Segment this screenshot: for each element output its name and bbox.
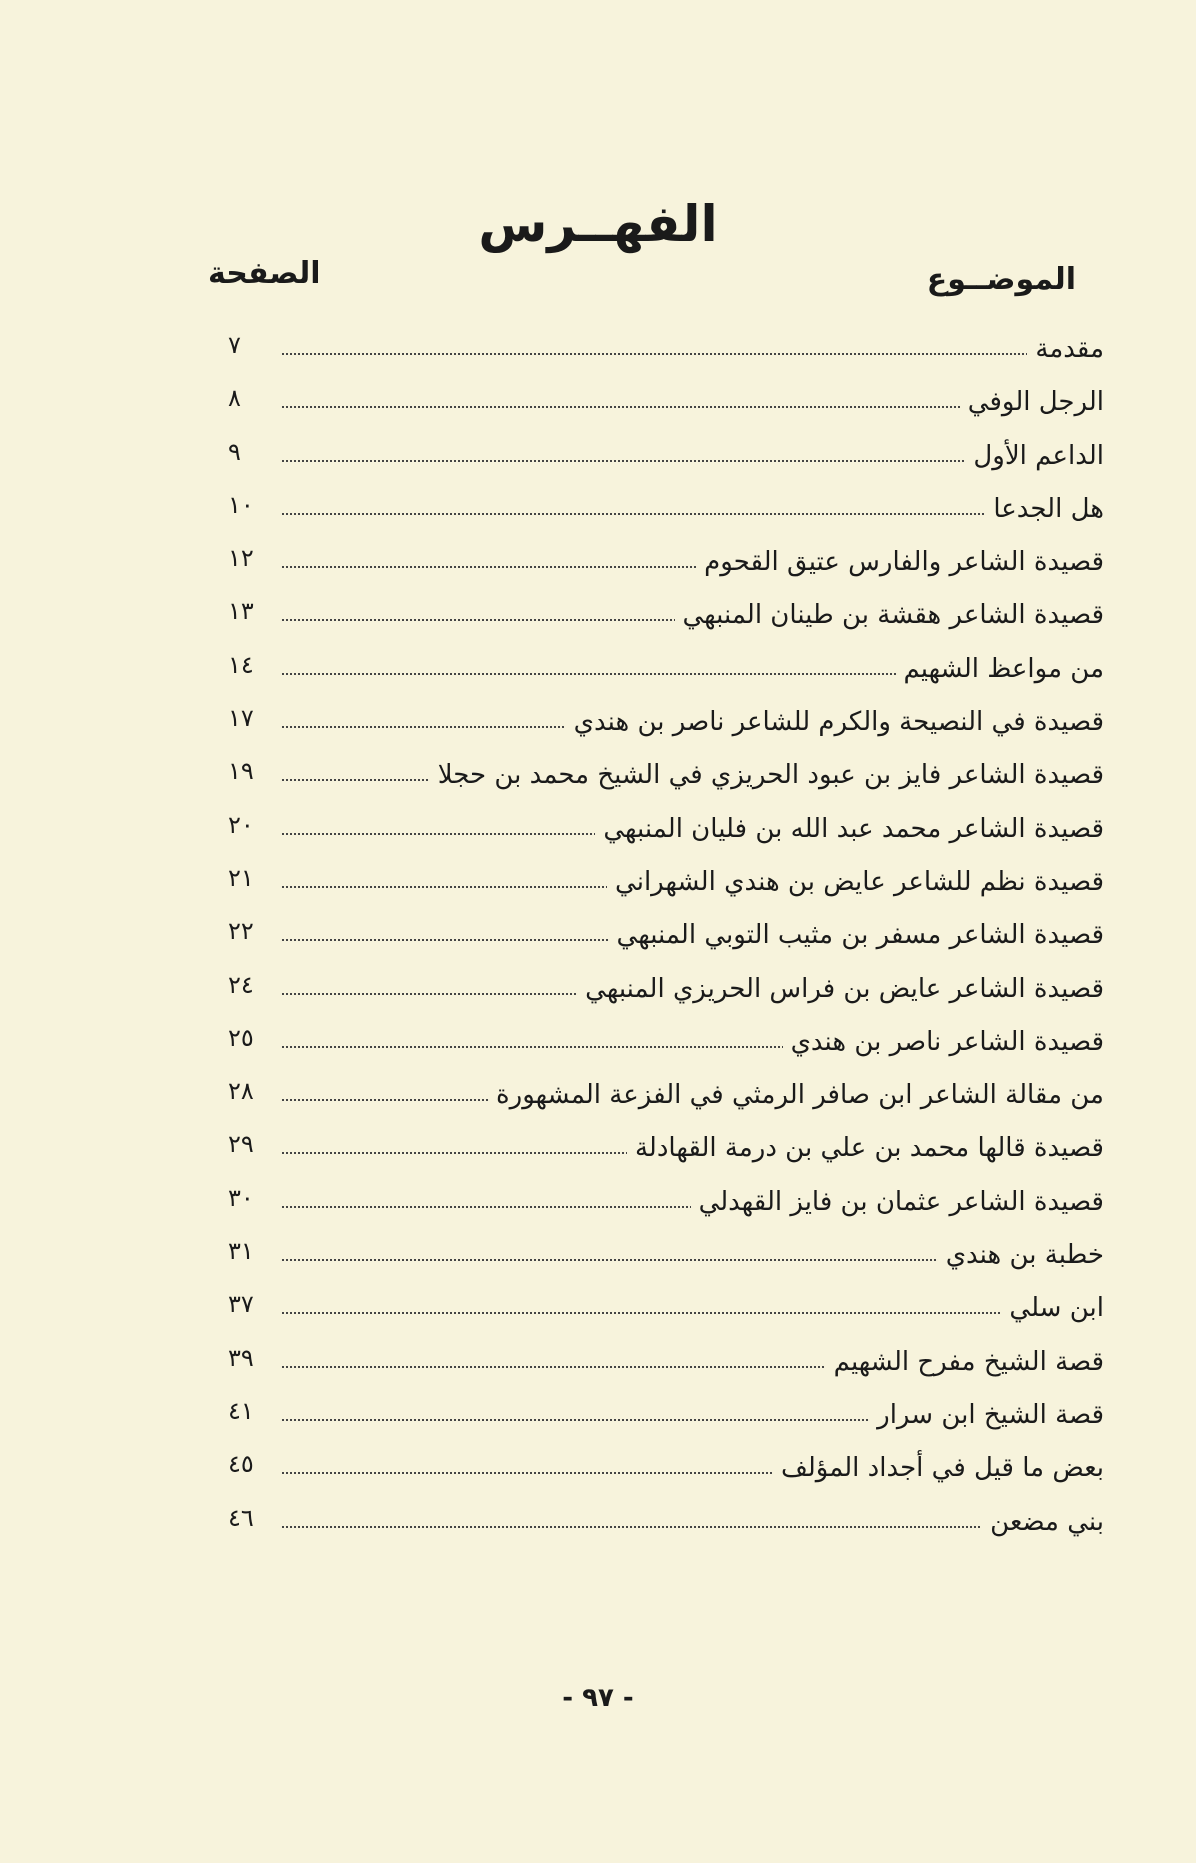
toc-entry-page: ٣١ <box>228 1237 254 1266</box>
toc-entry-page: ٣٠ <box>228 1183 254 1212</box>
toc-entry <box>228 700 1104 753</box>
toc-entry-page: ١٧ <box>228 704 254 733</box>
toc-entry-title: ابن سلي <box>1001 1286 1104 1330</box>
toc-entry <box>228 1340 1104 1393</box>
toc-entry-title: بني مضعن <box>982 1500 1104 1544</box>
toc-entry-title: قصيدة الشاعر فايز بن عبود الحريزي في الشيخ محمد بن حجلا <box>430 753 1104 797</box>
toc-entry-title: بعض ما قيل في أجداد المؤلف <box>773 1446 1104 1490</box>
toc-entry-page: ٩ <box>228 437 241 466</box>
toc-entry-title: قصيدة الشاعر عايض بن فراس الحريزي المنبهي <box>577 967 1104 1011</box>
toc-entry-title: قصيدة الشاعر هقشة بن طينان المنبهي <box>675 593 1104 637</box>
toc-entry-title: قصة الشيخ ابن سرار <box>869 1393 1104 1437</box>
toc-entry-title: مقدمة <box>1027 327 1104 371</box>
toc-entry <box>228 913 1104 966</box>
toc-entry-page: ٣٧ <box>228 1290 254 1319</box>
toc-entry-title: قصيدة الشاعر مسفر بن مثيب التوبي المنبهي <box>609 913 1104 957</box>
toc-entry <box>228 593 1104 646</box>
toc-entry-title: الداعم الأول <box>965 434 1104 478</box>
toc-entry <box>228 434 1104 487</box>
toc-entry-title: من مقالة الشاعر ابن صافر الرمثي في الفزعة المشهورة <box>488 1073 1104 1117</box>
toc-entry <box>228 753 1104 806</box>
toc-entry-title: هل الجدعا <box>985 487 1104 531</box>
dot-leader <box>282 513 1104 515</box>
toc-entry-page: ١٠ <box>228 490 254 519</box>
toc-entry-title: قصيدة الشاعر والفارس عتيق القحوم <box>696 540 1104 584</box>
toc-entry-title: قصيدة نظم للشاعر عايض بن هندي الشهراني <box>607 860 1104 904</box>
toc-entry-page: ١٩ <box>228 757 254 786</box>
toc-entry <box>228 1020 1104 1073</box>
toc-entry <box>228 1126 1104 1179</box>
toc-entry <box>228 807 1104 860</box>
toc-entry-page: ٢٠ <box>228 810 254 839</box>
toc-entry-page: ٨ <box>228 384 241 413</box>
topic-column-header: الموضــوع <box>926 262 1076 297</box>
toc-entry <box>228 1446 1104 1499</box>
toc-entry-title: قصيدة الشاعر عثمان بن فايز القهدلي <box>691 1180 1104 1224</box>
toc-entry <box>228 860 1104 913</box>
toc-entry <box>228 487 1104 540</box>
toc-entry-title: الرجل الوفي <box>960 380 1104 424</box>
toc-entry-page: ١٢ <box>228 544 254 573</box>
toc-entry <box>228 540 1104 593</box>
toc-entry-page: ٢١ <box>228 863 254 892</box>
toc-entry <box>228 1180 1104 1233</box>
page-column-header: الصفحة <box>208 256 321 291</box>
toc-entry-title: قصيدة في النصيحة والكرم للشاعر ناصر بن هندي <box>566 700 1104 744</box>
toc-entry-page: ٢٨ <box>228 1077 254 1106</box>
toc-entry-page: ٢٩ <box>228 1130 254 1159</box>
toc-entry-title: قصيدة الشاعر ناصر بن هندي <box>783 1020 1104 1064</box>
dot-leader <box>282 353 1104 355</box>
toc-entry-page: ٤٦ <box>228 1503 254 1532</box>
dot-leader <box>282 1526 1104 1528</box>
toc-entry-page: ٢٥ <box>228 1023 254 1052</box>
toc-entry <box>228 1073 1104 1126</box>
page-number: - ٩٧ - <box>562 1683 634 1713</box>
toc-entry <box>228 1286 1104 1339</box>
toc-entry-title: قصيدة الشاعر محمد عبد الله بن فليان المنبهي <box>595 807 1104 851</box>
toc-entry-title: خطبة بن هندي <box>938 1233 1104 1277</box>
toc-entry <box>228 327 1104 380</box>
toc-entry-page: ٢٢ <box>228 917 254 946</box>
toc-entry <box>228 1393 1104 1446</box>
toc-entry-page: ٣٩ <box>228 1343 254 1372</box>
toc-entry-title: قصيدة قالها محمد بن علي بن درمة القهادلة <box>627 1126 1104 1170</box>
toc-entry-page: ١٣ <box>228 597 254 626</box>
toc-entry-page: ٤١ <box>228 1396 254 1425</box>
toc-entry <box>228 1233 1104 1286</box>
toc-entry-title: من مواعظ الشهيم <box>896 647 1105 691</box>
toc-entry-page: ١٤ <box>228 650 254 679</box>
toc-entry-title: قصة الشيخ مفرح الشهيم <box>826 1340 1104 1384</box>
toc-entry-page: ٧ <box>228 331 241 359</box>
toc-entry <box>228 967 1104 1020</box>
page-title: الفهــرس <box>478 195 718 253</box>
toc-entry <box>228 380 1104 433</box>
table-of-contents <box>228 327 1104 1553</box>
toc-entry <box>228 1500 1104 1553</box>
toc-entry <box>228 647 1104 700</box>
toc-entry-page: ٢٤ <box>228 970 254 999</box>
dot-leader <box>282 1312 1104 1314</box>
toc-entry-page: ٤٥ <box>228 1450 254 1479</box>
